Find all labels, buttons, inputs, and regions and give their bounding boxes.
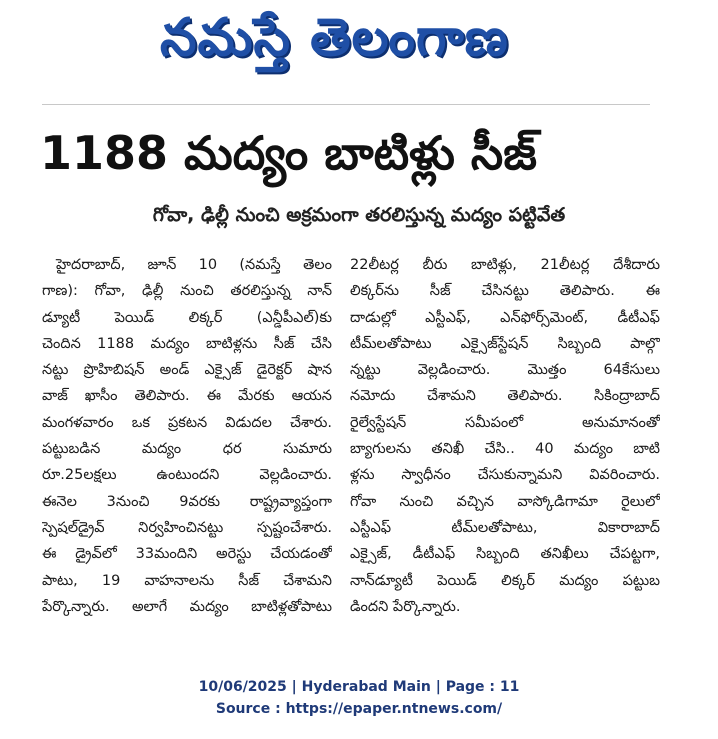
article-column-left (42, 252, 332, 652)
article-line: టీమ్‌లతోపాటు ఎక్సైజ్‌స్టేషన్ సిబ్బంది పాల్గొ (350, 335, 660, 352)
article-line: ఎస్టీఎఫ్ టీమ్‌లతోపాటు, వికారాబాద్ (350, 519, 660, 536)
article-line: బ్యాగులను తనిఖీ చేసి.. 40 మద్యం బాటి (350, 441, 660, 458)
article-line: హైదరాబాద్, జూన్ 10 (నమస్తే తెలం (56, 257, 332, 273)
masthead (0, 0, 718, 88)
article-line: దాడుల్లో ఎస్టీఎఫ్, ఎన్‌ఫోర్స్‌మెంట్, డీటీఎఫ్ (350, 309, 660, 326)
article-line: పట్టుబడిన మద్యం ధర సుమారు (42, 441, 332, 458)
article-line: నట్టు ప్రొహిబిషన్ అండ్ ఎక్సైజ్ డైరెక్టర్ షాన (42, 362, 332, 379)
article-line: గోవా నుంచి వచ్చిన వాస్కోడిగామా రైలులో (350, 493, 660, 510)
article-line: ఈ డ్రైవ్‌లో 33మందిని అరెస్టు చేయడంతో (42, 546, 332, 563)
article-line: డ్యూటీ పెయిడ్ లిక్కర్ (ఎన్డీపీఎల్)కు (42, 309, 332, 326)
article-line: లిక్కర్‌ను సీజ్ చేసినట్టు తెలిపారు. ఈ (350, 283, 660, 300)
article-line: ళ్లను స్వాధీనం చేసుకున్నామని వివరించారు. (350, 467, 660, 484)
article-line: గాణ): గోవా, ఢిల్లీ నుంచి తరలిస్తున్న నాన్ (42, 283, 332, 300)
page-footer (0, 676, 718, 720)
article-line: రూ.25లక్షలు ఉంటుందని వెల్లడించారు. (42, 467, 332, 484)
article-line: మంగళవారం ఒక ప్రకటన విడుదల చేశారు. (42, 414, 332, 431)
article-line: నాన్‌డ్యూటీ పెయిడ్ లిక్కర్ మద్యం పట్టుబ (350, 572, 660, 589)
source-link[interactable]: Source : https://epaper.ntnews.com/ (215, 701, 503, 717)
article-line: చెందిన 1188 మద్యం బాటిళ్లను సీజ్ చేసి (42, 335, 332, 352)
edition-info: 10/06/2025 | Hyderabad Main | Page : 11 (198, 679, 520, 695)
article-line: పేర్కొన్నారు. అలాగే మద్యం బాటిళ్లతోపాటు (42, 598, 332, 615)
article-line: నమోదు చేశామని తెలిపారు. సికింద్రాబాద్ (350, 388, 660, 405)
article-line: ఈనెల 3నుంచి 9వరకు రాష్ట్రవ్యాప్తంగా (42, 493, 332, 510)
newspaper-logo: నమస్తే తెలంగాణ (160, 8, 509, 68)
article-line: రైల్వేస్టేషన్ సమీపంలో అనుమానంతో (350, 414, 660, 431)
article-line: వాజ్ ఖాసీం తెలిపారు. ఈ మేరకు ఆయన (42, 388, 332, 405)
article-line: 22లీటర్ల బీరు బాటిళ్లు, 21లీటర్ల దేశీదారు (350, 257, 660, 273)
article-subheadline: గోవా, ఢిల్లీ నుంచి అక్రమంగా తరలిస్తున్న మద్యం పట్టివేత (152, 204, 566, 226)
header-divider (42, 104, 650, 105)
article-headline: 1188 మద్యం బాటిళ్లు సీజ్ (40, 126, 537, 180)
article-line: డిందని పేర్కొన్నారు. (350, 598, 461, 615)
article-column-right (350, 252, 660, 652)
article-line: స్పెషల్‌డ్రైవ్ నిర్వహించినట్టు స్పష్టంచేశారు. (42, 519, 332, 536)
article-line: న్నట్టు వెల్లడించారు. మొత్తం 64కేసులు (350, 362, 660, 379)
article-line: పాటు, 19 వాహనాలను సీజ్ చేశామని (42, 572, 332, 589)
article-line: ఎక్సైజ్, డీటీఎఫ్ సిబ్బంది తనిఖీలు చేపట్టగా, (350, 546, 660, 563)
